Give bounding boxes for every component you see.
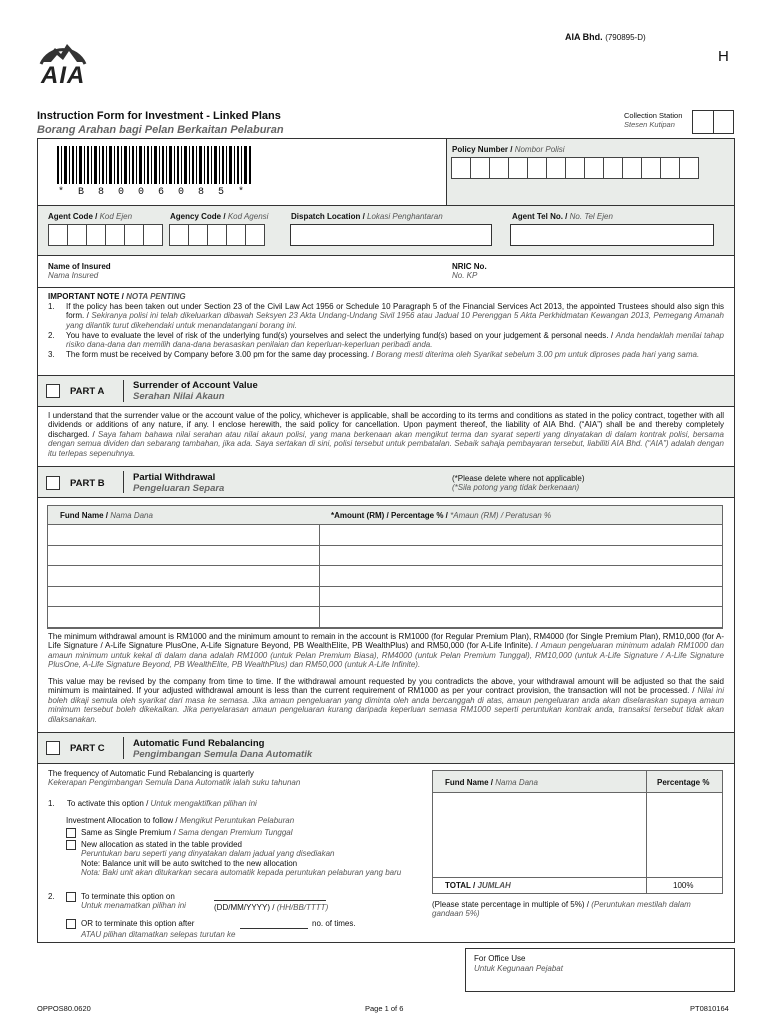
part-a-text-en: I understand that the surrender value or the account value of the policy, whichever is applicable, shall be according to its terms and conditions as stated in the policy contract, together with all dividends or additions of any nature, if any. I enclose herewith, the said policy for cancellation. Upon payment thereof, the liability of AIA Bhd. (“AIA”) shall be and thereby completely discharged. / xyxy=(48,411,724,439)
part-c-title xyxy=(133,738,312,760)
withdrawal-table-body xyxy=(47,524,723,628)
terminate-after-checkbox[interactable] xyxy=(66,919,76,929)
date-format-ms: (HH/BB/TTTT) xyxy=(276,903,329,912)
important-item-1-en: If the policy has been taken out under Section 23 of the Civil Law Act 1956 or Schedule 10 Paragraph 5 of the Financial Services Act 2013, the appointed Trustees should also sign this form. / xyxy=(66,302,724,321)
dispatch-location-en: Dispatch Location / xyxy=(291,212,365,221)
barcode-text: * B 8 0 0 6 0 8 5 * xyxy=(58,187,249,198)
form-code-letter: H xyxy=(718,48,729,65)
rebalance-row[interactable] xyxy=(433,793,722,877)
table-row[interactable] xyxy=(48,566,723,587)
collection-station-ms: Stesen Kutipan xyxy=(624,119,675,129)
part-c-checkbox[interactable] xyxy=(46,741,60,755)
important-item-2 xyxy=(48,331,724,350)
company-name: AIA Bhd. xyxy=(565,32,603,42)
part-b-delete-ms: (*Sila potong yang tidak berkenaan) xyxy=(452,483,580,493)
agent-code-ms: Kod Ejen xyxy=(99,212,133,221)
rebalance-fund-header-en: Fund Name / xyxy=(445,778,494,787)
aia-logo xyxy=(33,32,93,90)
amount-header-en: *Amount (RM) / Percentage % / xyxy=(331,511,448,520)
terminate-after-ms: ATAU pilihan ditamatkan selepas turutan ke xyxy=(81,930,236,939)
company-reg-no: (790895-D) xyxy=(605,33,646,42)
footer-page-number: Page 1 of 6 xyxy=(365,1004,404,1013)
important-heading-en: IMPORTANT NOTE / xyxy=(48,292,124,301)
terminate-date-en: To terminate this option on xyxy=(81,892,175,901)
dispatch-location-input[interactable] xyxy=(290,224,492,246)
collection-station-box[interactable] xyxy=(692,110,734,134)
same-as-single-premium-label xyxy=(81,828,293,837)
part-a-text xyxy=(48,411,724,458)
terminate-date-ms: Untuk menamatkan pilihan ini xyxy=(81,901,186,911)
rebalance-total-label xyxy=(445,881,511,890)
terminate-date-checkbox[interactable] xyxy=(66,892,76,902)
part-b-title-ms: Pengeluaran Separa xyxy=(133,483,225,495)
part-c-title-en: Automatic Fund Rebalancing xyxy=(133,738,265,749)
important-item-1-ms: Sekiranya polisi ini telah dikeluarkan dibawah Seksyen 23 Akta Undang-Undang Sivil 1956 atau Jadual 10 Perenggan 5 Akta Perkhidmatan Kewangan 2013, Pemegang Amanah yang dilantik turut dikehendaki untuk menandatangani borang ini. xyxy=(66,311,724,330)
nric-label[interactable] xyxy=(452,262,487,281)
important-item-1-number: 1. xyxy=(48,302,55,311)
agent-tel-label xyxy=(512,212,613,221)
important-item-2-en: You have to evaluate the level of risk of the underlying fund(s) yourselves and select the underlying fund(s) based on your judgement & personal needs. / xyxy=(66,331,614,340)
important-item-3-number: 3. xyxy=(48,350,55,359)
agency-code-label xyxy=(170,212,268,221)
part-b-delete-en: (*Please delete where not applicable) xyxy=(452,474,585,483)
terminate-after-en: OR to terminate this option after xyxy=(81,919,195,928)
terminate-date-label xyxy=(81,892,186,911)
table-row[interactable] xyxy=(48,586,723,607)
part-a-title-ms: Serahan Nilai Akaun xyxy=(133,391,225,403)
collection-station-label xyxy=(624,112,682,130)
part-a-text-ms: Saya faham bahawa nilai serahan atau nilai akaun polisi, yang mana berkenaan akan mengikut terma dan syarat seperti yang dinyatakan di dalam kontrak polisi, bersama dengan semua dividen dan sebarang tambahan, jika ada. Saya sertakan di sini, polisi tersebut untuk pembatalan. Sebaik sahaja pembayaran tersebut, liabiliti AIA Bhd. (“AIA”) adalah dengan itu terlepas sepenuhnya. xyxy=(48,429,724,458)
same-as-single-premium-checkbox[interactable] xyxy=(66,828,76,838)
part-b-revise-en: This value may be revised by the company from time to time. If the withdrawal amount requested by you contradicts the above, your withdrawal amount will be adjusted so that the said minimum is maintained. If your adjusted withdrawal amount is less than the current requirement of RM1000 as per your contract provision, the transaction will not be processed. / xyxy=(48,677,724,696)
office-use-en: For Office Use xyxy=(474,954,526,963)
agent-code-input[interactable] xyxy=(48,224,162,246)
important-item-3 xyxy=(48,350,724,359)
terminate-times-label: no. of times. xyxy=(312,919,356,928)
nric-en: NRIC No. xyxy=(452,262,487,271)
part-c-frequency xyxy=(48,769,300,788)
part-b-minimum-ms: Amaun pengeluaran minimum adalah RM1000 dan amaun minimum untuk kekal di dalam dana adalah RM1000 (untuk Pelan Premium Biasa), RM4000 (untuk Pelan Premium Tunggal), RM10,000 (untuk A-Life Signature / A-Life Signature PlusOne, A-Life Signature Beyond, PB WealthElite, PB WealthPlus) dan RM50,000 (untuk A-Life Infinite). xyxy=(48,641,724,670)
office-use-box xyxy=(465,948,735,992)
policy-number-label-en: Policy Number / xyxy=(452,145,513,154)
form-title-ms: Borang Arahan bagi Pelan Berkaitan Pelaburan xyxy=(37,124,284,136)
rebalance-fund-header xyxy=(445,778,538,787)
rebalance-table xyxy=(432,770,723,894)
amount-header-ms: *Amaun (RM) / Peratusan % xyxy=(450,511,552,520)
important-note-heading xyxy=(48,292,186,301)
part-c-frequency-ms: Kekerapan Pengimbangan Semula Dana Automatik ialah suku tahunan xyxy=(48,778,301,788)
withdrawal-table-fund-header xyxy=(60,511,153,520)
important-item-1 xyxy=(48,302,724,330)
rebalance-multiple-en: (Please state percentage in multiple of 5%) / xyxy=(432,900,589,909)
rebalance-total-ms: JUMLAH xyxy=(477,881,511,890)
important-item-3-ms: Borang mesti diterima oleh Syarikat sebelum 3.00 pm untuk diproses pada hari yang sama. xyxy=(375,350,700,359)
office-use-ms: Untuk Kegunaan Pejabat xyxy=(474,964,563,973)
company-line xyxy=(565,32,646,43)
terminate-option-number: 2. xyxy=(48,892,55,901)
terminate-after-label xyxy=(81,919,194,928)
logo-text: AIA xyxy=(41,62,86,89)
important-item-2-number: 2. xyxy=(48,331,55,340)
dispatch-location-ms: Lokasi Penghantaran xyxy=(367,212,443,221)
same-as-single-premium-en: Same as Single Premium / xyxy=(81,828,176,837)
same-as-single-premium-ms: Sama dengan Premium Tunggal xyxy=(177,828,293,837)
part-b-minimum-text xyxy=(48,632,724,670)
new-allocation-note-en: Note: Balance unit will be auto switched to the new allocation xyxy=(81,858,298,868)
agent-tel-en: Agent Tel No. / xyxy=(512,212,568,221)
table-row[interactable] xyxy=(48,607,723,628)
part-b-label: PART B xyxy=(70,478,105,489)
allocation-label-ms: Mengikut Peruntukan Pelaburan xyxy=(179,816,295,825)
new-allocation-note-ms: Nota: Baki unit akan ditukarkan secara automatik kepada peruntukan pelaburan yang baru xyxy=(81,868,402,878)
new-allocation-checkbox[interactable] xyxy=(66,840,76,850)
allocation-label-en: Investment Allocation to follow / xyxy=(66,816,178,825)
collection-station-en: Collection Station xyxy=(624,111,683,120)
part-b-revise-text xyxy=(48,677,724,724)
table-row[interactable] xyxy=(48,525,723,546)
new-allocation-en: New allocation as stated in the table provided xyxy=(81,840,242,849)
barcode xyxy=(57,146,251,188)
insured-name-ms: Nama Insured xyxy=(48,271,99,281)
rebalance-multiple-note xyxy=(432,900,724,919)
date-format-en: (DD/MM/YYYY) / xyxy=(214,903,275,912)
agent-tel-input[interactable] xyxy=(510,224,714,246)
insured-name-en: Name of Insured xyxy=(48,262,111,271)
rebalance-total-value: 100% xyxy=(673,881,694,890)
footer-print-code: PT0810164 xyxy=(690,1004,729,1013)
dispatch-location-label xyxy=(291,212,443,221)
part-b-revise-ms: Nilai ini boleh dikaji semula oleh syarikat dari masa ke semasa. Jika amaun pengeluaran yang diminta oleh anda bercanggah di atas, amaun pengeluaran anda akan diselaraskan supaya amaun minimum tersebut boleh dikekalkan. Jika penyelarasan amaun pengeluaran kurang daripada keperluan semasa RM1000 seperti peruntukan kontrak anda, transaksi tersebut tidak akan dilaksanakan. xyxy=(48,686,724,724)
agent-tel-ms: No. Tel Ejen xyxy=(569,212,613,221)
agency-code-en: Agency Code / xyxy=(170,212,226,221)
withdrawal-table xyxy=(47,505,723,629)
part-a-checkbox[interactable] xyxy=(46,384,60,398)
fund-header-en: Fund Name / xyxy=(60,511,109,520)
activate-option xyxy=(48,799,257,808)
part-a-label: PART A xyxy=(70,386,105,397)
table-row[interactable] xyxy=(48,545,723,566)
nric-ms: No. KP xyxy=(452,271,478,281)
footer-form-code: OPPOS80.0620 xyxy=(37,1004,91,1013)
allocation-label xyxy=(66,816,294,825)
rebalance-total-row xyxy=(433,877,722,893)
part-c-frequency-en: The frequency of Automatic Fund Rebalancing is quarterly xyxy=(48,769,254,778)
insured-name-label[interactable] xyxy=(48,262,111,281)
part-b-checkbox[interactable] xyxy=(46,476,60,490)
fund-header-ms: Nama Dana xyxy=(110,511,153,520)
rebalance-multiple-ms: (Peruntukan mestilah dalam gandaan 5%) xyxy=(432,900,691,919)
agency-code-input[interactable] xyxy=(169,224,264,246)
part-b-minimum-en: The minimum withdrawal amount is RM1000 and the minimum amount to remain in the account is RM1000 (for Regular Premium Plan), RM4000 (for Single Premium Plan), RM10,000 (for A-Life Signature / A-Life Signature PlusOne, A-Life Signature Beyond, PB WealthElite, PB WealthPlus) and RM50,000 (for A-Life Infinite). / xyxy=(48,632,724,651)
activate-option-ms: Untuk mengaktifkan pilihan ini xyxy=(150,799,257,808)
terminate-date-field[interactable] xyxy=(214,891,326,901)
rebalance-total-en: TOTAL / xyxy=(445,881,476,890)
activate-option-number: 1. xyxy=(48,799,55,808)
new-allocation-ms: Peruntukan baru seperti yang dinyatakan dalam jadual yang disediakan xyxy=(81,849,335,859)
policy-number-input[interactable] xyxy=(451,157,698,179)
part-c-title-ms: Pengimbangan Semula Dana Automatik xyxy=(133,749,313,761)
new-allocation-label xyxy=(81,840,401,878)
part-b-title xyxy=(133,472,224,494)
rebalance-fund-header-ms: Nama Dana xyxy=(495,778,538,787)
rebalance-percentage-header: Percentage % xyxy=(657,778,710,787)
activate-option-en: To activate this option / xyxy=(66,799,149,808)
withdrawal-table-amount-header xyxy=(331,511,551,520)
policy-number-label-ms: Nombor Polisi xyxy=(514,145,565,154)
part-a-title-en: Surrender of Account Value xyxy=(133,380,258,391)
important-item-3-en: The form must be received by Company before 3.00 pm for the same day processing. / xyxy=(66,350,374,359)
form-title: Instruction Form for Investment - Linked Plans xyxy=(37,110,281,122)
agent-code-en: Agent Code / xyxy=(48,212,98,221)
insured-row xyxy=(38,255,734,287)
important-heading-ms: NOTA PENTING xyxy=(126,292,186,301)
part-c-label: PART C xyxy=(70,743,105,754)
part-a-title xyxy=(133,380,258,402)
part-b-title-en: Partial Withdrawal xyxy=(133,472,216,483)
part-b-delete-note xyxy=(452,474,585,493)
important-item-2-ms: Anda hendaklah menilai tahap risiko dana-dana dan memilih dana-dana berasaskan penilaian dan keperluan-keperluan peribadi anda. xyxy=(66,331,724,350)
policy-number-label xyxy=(452,145,565,154)
agency-code-ms: Kod Agensi xyxy=(227,212,269,221)
date-format xyxy=(214,903,328,912)
terminate-after-field[interactable] xyxy=(240,920,308,929)
agent-code-label xyxy=(48,212,132,221)
